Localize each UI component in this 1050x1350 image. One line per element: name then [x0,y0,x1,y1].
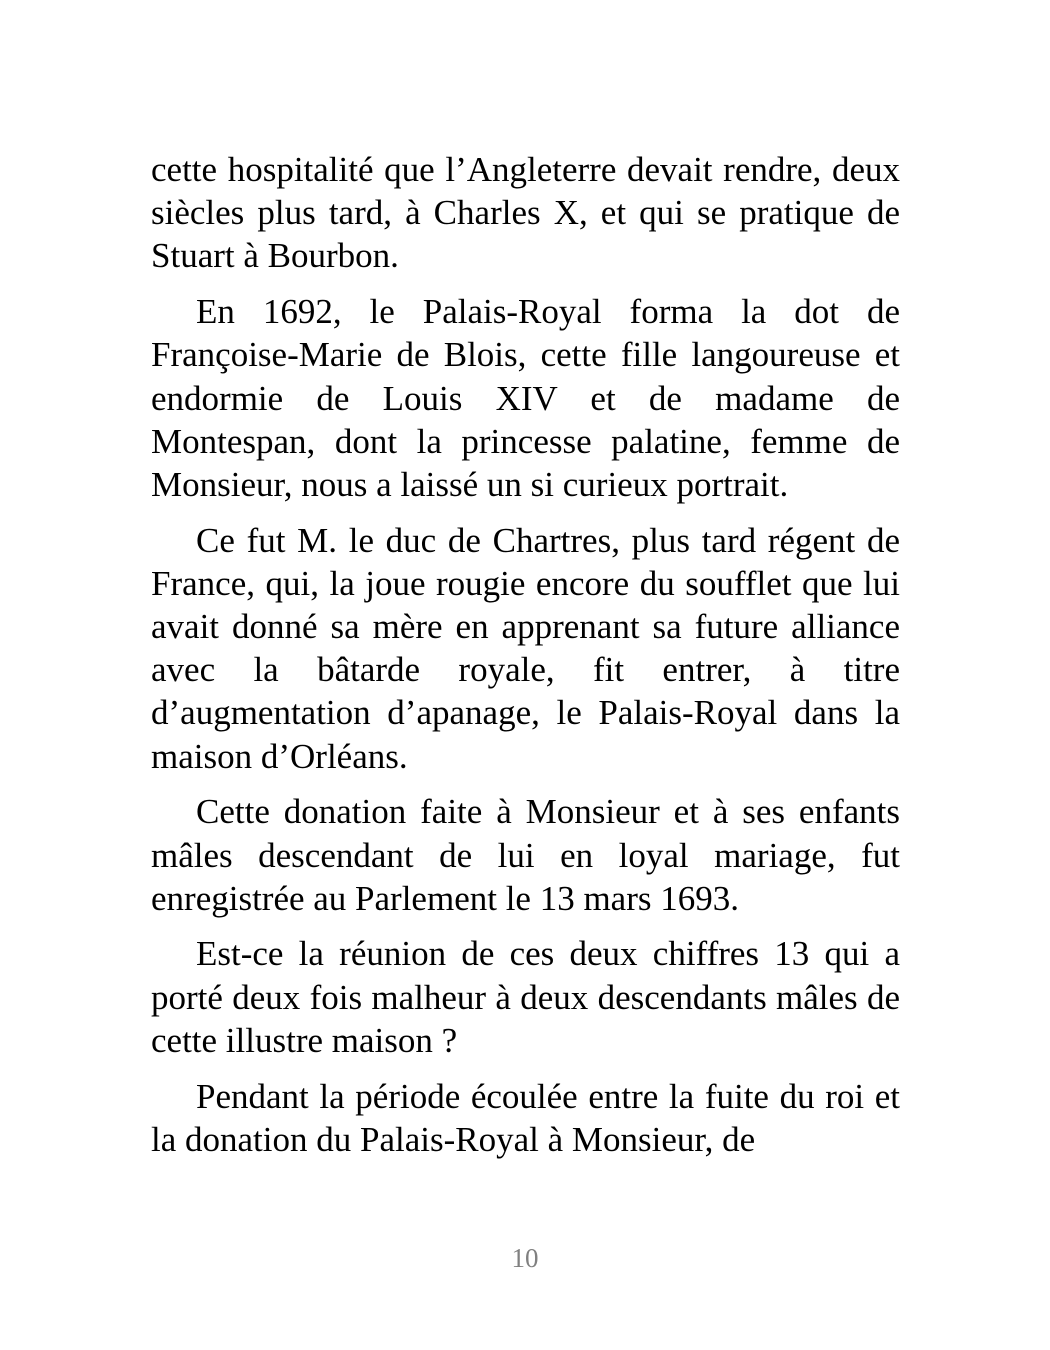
paragraph: Cette donation faite à Monsieur et à ses enfants mâles descendant de lui en loyal mariage, fut enregistrée au Parlement le 13 mars 1693. [151,792,900,918]
paragraph: Est-ce la réunion de ces deux chiffres 13 qui a porté deux fois malheur à deux descendants mâles de cette illustre maison ? [151,934,900,1060]
paragraph: Ce fut M. le duc de Chartres, plus tard régent de France, qui, la joue rougie encore du soufflet que lui avait donné sa mère en apprenant sa future alliance avec la bâtarde royale, fit entrer, à titre d’augmentation d’apanage, le Palais-Royal dans la maison d’Orléans. [151,520,900,776]
paragraph-continued: cette hospitalité que l’Angleterre devait rendre, deux siècles plus tard, à Charles X, et qui se pratique de Stuart à Bourbon. [151,150,900,276]
paragraph-last: Pendant la période écoulée entre la fuite du roi et la donation du Palais-Royal à Monsieur, de [151,1076,900,1159]
page-number: 10 [511,1243,539,1273]
paragraph: En 1692, le Palais-Royal forma la dot de Françoise-Marie de Blois, cette fille langoureuse et endormie de Louis XIV et de madame de Montespan, dont la princesse palatine, femme de Monsieur, nous a laissé un si curieux portrait. [151,292,900,504]
body-text [151,148,900,1161]
